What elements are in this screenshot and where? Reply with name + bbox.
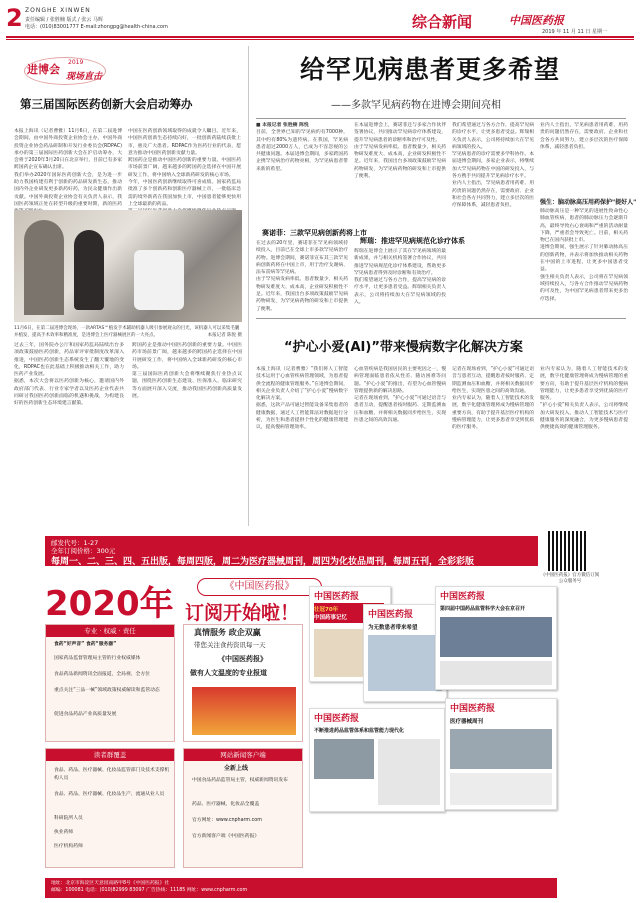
main-body4: 由于罕见病发病率低、患者数量少，相关药物研发难度大、成本高，企业研发积极性不足。近年来，我国出台多项政策鼓励罕见病药物研发，为罕见病药物的研发和上市提供了便利。 — [256, 277, 348, 312]
ad-box-website — [183, 748, 303, 868]
main-article-subtitle: ——多款罕见病药物在进博会期间亮相 — [331, 100, 501, 111]
ad-article-col4 — [540, 366, 628, 526]
left-article-continued — [14, 342, 242, 452]
subscription-banner — [45, 536, 538, 566]
thumb-4-image — [314, 739, 374, 779]
page-header — [6, 6, 634, 34]
caption-text: 11月6日，在第二届进博会现场，一款ARTAS™植发手术辅助机器人吸引参展观众的目光，该机器人可以采集毛囊并植发，提高手术效率和精准度，是进博会上医疗器械展区的一大亮点。 — [14, 326, 240, 338]
box-authority-item-4: 促进食品药品产业高质量发展 — [54, 712, 117, 717]
thumb-5-masthead: 中国医药报 — [450, 704, 496, 714]
ad-body6: “护心小爱”相关负责人表示，公司将继续加大研发投入，推动人工智能技术与医疗健康服务的深度融合，为更多慢病患者提供便捷高效的健康管理服务。 — [540, 403, 628, 431]
footer-address: 地址：北京市海淀区天意园南路甲8号《中国医药报》社 — [51, 881, 170, 886]
main-body10: 进博会期间，强生展示了针对肺动脉高压的创新药物，并表示将加快推动相关药物在中国的上市进程，让更多中国患者受益。 — [540, 245, 628, 273]
photo-caption — [14, 325, 242, 339]
photo-figure-center — [74, 230, 104, 310]
box-authority-subtitle: 食药“好声音” 食药“服务器” — [54, 642, 117, 647]
ad-box-authority — [45, 624, 175, 742]
ad-body5b: 业内专家认为，随着人工智能技术的发展，数字化健康管理将成为慢病管理的重要方向，有助于提升基层医疗机构的慢病管理能力，让更多患者享受到优质的医疗服务。 — [540, 367, 628, 402]
main-col2-bottom — [354, 248, 446, 312]
left-article-lead: 本报上海讯（记者曹雅）11月6日，在第二届进博会期间，由中国外商投资企业协会主办，中国外商投资企业协会药品研制和开发行业委员会(RDPAC)承办的第三届国际医药创新大会在沪启动筹办，大会将于2020年3月20日在北京举行，目前已有多家跨国药企宣布确认出席。 — [14, 129, 122, 171]
masthead-logo: 中国医药报 — [509, 14, 564, 27]
badge-right: 现场直击 — [66, 72, 103, 82]
ad-body4b: 记者在现场看到，“护心小爱”可通过语音与患者互动，提醒患者按时服药、定期监测血压和血糖，并将相关数据同步给医生，实现医患之间的高效沟通。 — [452, 367, 534, 394]
left-article-cont1: 过去三年，国务院办公厅和国家药监局陆续出台多项政策鼓励医药创新，药品审评审批制度改革深入推进，中国医药创新生态系统发生了翻天覆地的变化，RDPAC也在此基础上积极推动相关工作，助力医药产业发展。 — [14, 343, 124, 378]
main-body3: 在本届进博会上，赛诺菲还与多家合作伙伴签署协议，共同推动罕见病诊疗体系建设，提升罕见病患者的诊断率和治疗可及性。 — [354, 123, 446, 143]
main-col2-top — [354, 122, 446, 232]
expo-badge — [18, 52, 112, 90]
box-website-item-3: 官方网址：www.cnpharm.com — [192, 818, 262, 823]
ad-box-service — [183, 624, 303, 742]
left-article-col-b2: 跨国药企是推动中国医药创新的重要力量。中国医药市场前景广阔，越来越多的跨国药企选择在中国开展研发工作，将中国纳入全球新药研发的核心市场。 — [128, 158, 241, 178]
main-col4-bottom — [540, 208, 628, 312]
main-col3 — [452, 122, 534, 312]
box-authority-item-3: 重点关注“三品一械”领域政策权威解读和监管动态 — [54, 688, 160, 693]
badge-left: 进博会 — [27, 63, 60, 76]
paper-thumb-5 — [445, 698, 557, 810]
ad-body2: 据悉，这款产品可通过智能设备采集患者的健康数据，通过人工智能算法对数据进行分析，为医生和患者提供个性化的健康管理建议，提高慢病管理效率。 — [256, 403, 348, 431]
main-body8b: 业内人士指出，罕见病患者用药难、用药贵的问题仍然存在，需要政府、企业和社会各方共同努力，建立多层次的医疗保障体系，减轻患者负担。 — [540, 123, 628, 150]
ad-body5: 业内专家认为，随着人工智能技术的发展，数字化健康管理将成为慢病管理的重要方向，有助于提升基层医疗机构的慢病管理能力，让更多患者享受到优质的医疗服务。 — [452, 396, 534, 431]
box-service-title: 真情服务 政企双赢 — [194, 628, 261, 637]
left-article-col2 — [128, 128, 241, 206]
main-body9: 肺动脉高压是一种罕见的进展性致命性心肺血管疾病，患者的肺动脉压力会逐渐升高，最终导致右心衰竭和严重的活动耐量下降，严重者会导致死亡。目前，相关药物已在国内获批上市。 — [540, 209, 628, 244]
ad-paper-name: 《中国医药报》 — [197, 578, 322, 596]
thumb-2-image — [368, 635, 442, 691]
paper-thumb-4 — [309, 708, 445, 812]
ad-footer — [45, 878, 557, 898]
subscription-ad — [45, 576, 557, 871]
ad-article-title: “护心小爱(AI)”带来慢病数字化解决方案 — [284, 340, 523, 355]
main-col1-bottom — [256, 240, 348, 312]
thumb-5-headline: 医疗器械周刊 — [450, 719, 484, 725]
photo-robot — [134, 250, 184, 310]
box-readers-item-4: 执业药师 — [54, 830, 74, 835]
main-body5: 辉瑞在进博会上展示了其在罕见病领域的最新成果，并与相关机构签署合作协议，共同推进罕见病规范化诊疗体系建设，帮助更多罕见病患者得到及时诊断和有效治疗。 — [354, 249, 446, 276]
box-website-body: 全新上线 — [224, 765, 249, 772]
ad-article-top-rule — [256, 318, 626, 319]
box-website-item-4: 官方新闻客户端《中国医药报》 — [192, 834, 260, 839]
main-body8: 业内人士指出，罕见病患者用药难、用药贵的问题仍然存在，需要政府、企业和社会各方共同努力，建立多层次的医疗保障体系，减轻患者负担。 — [452, 181, 534, 209]
page-name-en: ZONGHE XINWEN — [25, 7, 91, 14]
editors-line: 责任编辑 / 张胜楠 版式 / 张云 马辉 — [25, 17, 103, 23]
header-rule-thin — [6, 39, 634, 40]
main-byline: ■ 本报记者 张胜楠 陈悦 — [256, 123, 309, 128]
page-number: 2 — [6, 4, 23, 32]
ad-order-headline: 订阅开始啦！ — [185, 602, 300, 624]
publish-frequency: 每周一、二、三、四、五出版，每周四版，周二为医疗器械周刊，周四为化妆品周刊，每周五刊，全彩彩版 — [51, 557, 475, 567]
thumb-1-sub: 中国药事记忆 — [314, 615, 348, 621]
box-website-title: 网站新闻客户端 — [184, 749, 302, 761]
footer-contact: 邮编：100081 电话：(010)82999 83097 广告热线：11185 网址：www.cnpharm.com — [51, 888, 248, 893]
box-authority-item-1: 国家药品监督管理局主管的行业权威媒体 — [54, 656, 141, 661]
main-sub4: 强生：脑动脉高压用药保护"提好人" — [540, 199, 637, 206]
badge-year: 2019 — [68, 59, 84, 66]
issue-date: 2019 年 11 月 11 日 星期一 — [542, 29, 607, 35]
thumb-4-headline: 不断推进药品监管体系和监管能力现代化 — [314, 728, 405, 734]
paper-thumb-3 — [435, 586, 557, 690]
thumb-2-masthead: 中国医药报 — [368, 610, 414, 620]
ad-box-readers — [45, 748, 175, 868]
ad-article-col2 — [354, 366, 446, 526]
thumb-4-text — [378, 739, 440, 805]
caption-byline: 本报记者 陈悦 摄 — [207, 333, 242, 338]
main-body6b: 我们希望通过与各方合作，提高罕见病的诊疗水平，让更多患者受益。辉瑞相关负责人表示，公司将持续加大在罕见病领域的投入。 — [452, 123, 534, 150]
main-title-rule — [256, 118, 626, 119]
column-divider — [248, 46, 249, 526]
main-body6: 我们希望通过与各方合作，提高罕见病的诊疗水平，让更多患者受益。辉瑞相关负责人表示，公司将持续加大在罕见病领域的投入。 — [354, 278, 446, 306]
box-readers-item-3: 科研院所人员 — [54, 816, 83, 821]
main-col4-top — [540, 122, 628, 194]
thumb-2-headline: 为无数患者带来希望 — [368, 625, 418, 631]
contact-line: 电话：(010)83001777 E-mail:zhongpg@health-china.com — [25, 24, 168, 30]
left-article-cont2: 据悉，本次大会将以医药创新为核心，邀请国内外政府部门代表、行业专家学者以及医药企业代表共同研讨我国医药创新面临的机遇和挑战，为构建良好的医药创新生态环境建言献策。 — [14, 379, 124, 407]
thumb-5-image — [450, 729, 552, 769]
left-article-cont4: 第三届国际医药创新大会将继续聚焦行业热点议题，围绕医药创新生态建设、医保准入、临床研究等方面展开深入交流，推动我国医药创新高质量发展。 — [132, 372, 242, 400]
thumb-4-masthead: 中国医药报 — [314, 714, 360, 724]
ad-body1: 本报上海讯（记者曹雅）“我们将人工智能技术运用于心血管疾病管理领域，为患者提供全流程的健康管理服务。”在进博会期间，相关企业负责人介绍了“护心小爱”慢病数字化解决方案。 — [256, 367, 348, 402]
ad-article-col3 — [452, 366, 534, 526]
main-sub1: 赛诺菲：三款罕见病创新药将上市 — [262, 229, 367, 237]
thumb-3-headline: 第四届中国药品监管科学大会在京召开 — [440, 606, 526, 612]
box-website-item-1: 中国食品药品监管局主管，权威新闻资讯发布 — [192, 778, 288, 783]
ad-article-col1 — [256, 366, 348, 526]
main-body4b: 由于罕见病发病率低、患者数量少，相关药物研发难度大、成本高，企业研发积极性不足。近年来，我国出台多项政策鼓励罕见病药物研发，为罕见病药物的研发和上市提供了便利。 — [354, 144, 446, 180]
thumb-3-masthead: 中国医药报 — [440, 592, 486, 602]
main-col1-top — [256, 122, 348, 222]
qr-label: 《中国医药报》官方微信订阅公众服务号 — [540, 573, 600, 584]
box-service-tag: 做有人文温度的专业报道 — [190, 669, 267, 677]
main-article-title: 给罕见病患者更多希望 — [300, 55, 561, 84]
annual-price: 全年订阅价格：300元 — [51, 547, 116, 555]
thumb-3-image — [440, 617, 552, 657]
box-readers-item-1: 食品、药品、医疗器械、化妆品监管部门及技术支撑机构人员 — [54, 768, 170, 781]
main-sub2: 辉瑞：推进罕见病规范化诊疗体系 — [360, 237, 465, 245]
main-body2: 在过去的20年里，赛诺菲在罕见病领域持续投入，目前已在全球上市多款罕见病治疗药物。进博会期间，赛诺菲宣布其三款罕见病创新药将在中国上市，用于治疗戈谢病、法布雷病等罕见病。 — [256, 241, 348, 276]
main-body7: 罕见病患者的诊疗需要多学科协作。本届进博会期间，多家企业表示，将继续加大罕见病药物在中国的研发投入，与各方携手共同提升罕见病诊疗水平。 — [452, 152, 534, 180]
post-code: 邮发代号：1-27 — [51, 539, 99, 547]
left-article-col-b1: 中国在医药创新领域取得的成就令人瞩目。近年来，中国医药创新生态持续向好，一批创新药陆续获批上市，惠及广大患者。RDPAC作为医药行业的代表，愿意为推动中国医药创新贡献力量。 — [128, 129, 241, 156]
header-rule — [6, 36, 634, 38]
left-article-col-b3: 今年，中国医药创新继续取得可喜成绩。国家药监局批准了多个创新药和创新医疗器械上市，一批临床急需的境外新药在我国加快上市，中国患者能够更快用上全球最新的药品。 — [128, 180, 241, 207]
box-website-item-2: 药品、医疗器械、化妆品全覆盖 — [192, 802, 260, 807]
box-authority-title: 专业 · 权威 · 责任 — [46, 625, 174, 637]
box-readers-title: 读者群覆盖 — [46, 749, 174, 761]
box-service-sub: 带您关注食药资讯每一天 — [194, 641, 266, 649]
ad-body3: 心血管疾病是我国居民的主要死因之一，慢病管理面临患者依从性差、随访困难等问题。“护心小爱”的推出，有望为心血管慢病管理提供新的解决思路。 — [354, 367, 446, 394]
qr-code — [548, 531, 588, 571]
section-title: 综合新闻 — [412, 13, 473, 31]
ad-body4: 记者在现场看到，“护心小爱”可通过语音与患者互动，提醒患者按时服药、定期监测血压和血糖，并将相关数据同步给医生，实现医患之间的高效沟通。 — [354, 396, 446, 424]
thumb-1-masthead: 中国医药报 — [314, 592, 360, 602]
box-service-image — [192, 687, 296, 735]
main-body1: 目前，全世界已知的罕见病约有7000种，其中约有80%为遗传病。在我国，罕见病患者超过2000万人，已成为不容忽视的公共健康问题。本届进博会期间，多家跨国药企携罕见病治疗药物亮相，为罕见病患者带来新的希望。 — [256, 130, 348, 172]
thumb-5-text — [450, 773, 552, 805]
box-authority-item-2: 食品药品新闻资讯全面报道，全局视、全方位 — [54, 672, 150, 677]
box-readers-item-2: 食品、药品、医疗器械、化妆品生产、流通从业人员 — [54, 792, 165, 797]
photo-figure-left — [24, 220, 64, 315]
thumb-1-headline: 壮冠70年 — [314, 607, 339, 613]
ad-year: 2020年 — [45, 584, 174, 624]
left-article-cont3: 跨国药企是推动中国医药创新的重要力量。中国医药市场前景广阔，越来越多的跨国药企选择在中国开展研发工作，将中国纳入全球新药研发的核心市场。 — [132, 343, 242, 370]
main-body11: 强生相关负责人表示，公司将在罕见病领域持续投入，与各方合作推动罕见病药物的可及性，为中国罕见病患者带来更多治疗选择。 — [540, 274, 628, 302]
expo-photo — [14, 210, 242, 322]
left-article-col1 — [14, 128, 122, 206]
thumb-3-text — [440, 661, 552, 685]
left-article-body1: 我们举办2020年国际医药创新大会，是为进一步助力我国构建有利于创新的药品研发新生态，推动国内外企业研发更多新药好药，为民众健康作出新贡献。中国外商投资企业协会有关负责人表示，我国医药领域正处在转型升级的重要时期，新的医药 — [14, 172, 122, 207]
box-service-paper: 《中国医药报》 — [218, 655, 267, 663]
left-article-title: 第三届国际医药创新大会启动筹办 — [20, 97, 193, 111]
box-readers-item-5: 医疗机构药师 — [54, 844, 83, 849]
